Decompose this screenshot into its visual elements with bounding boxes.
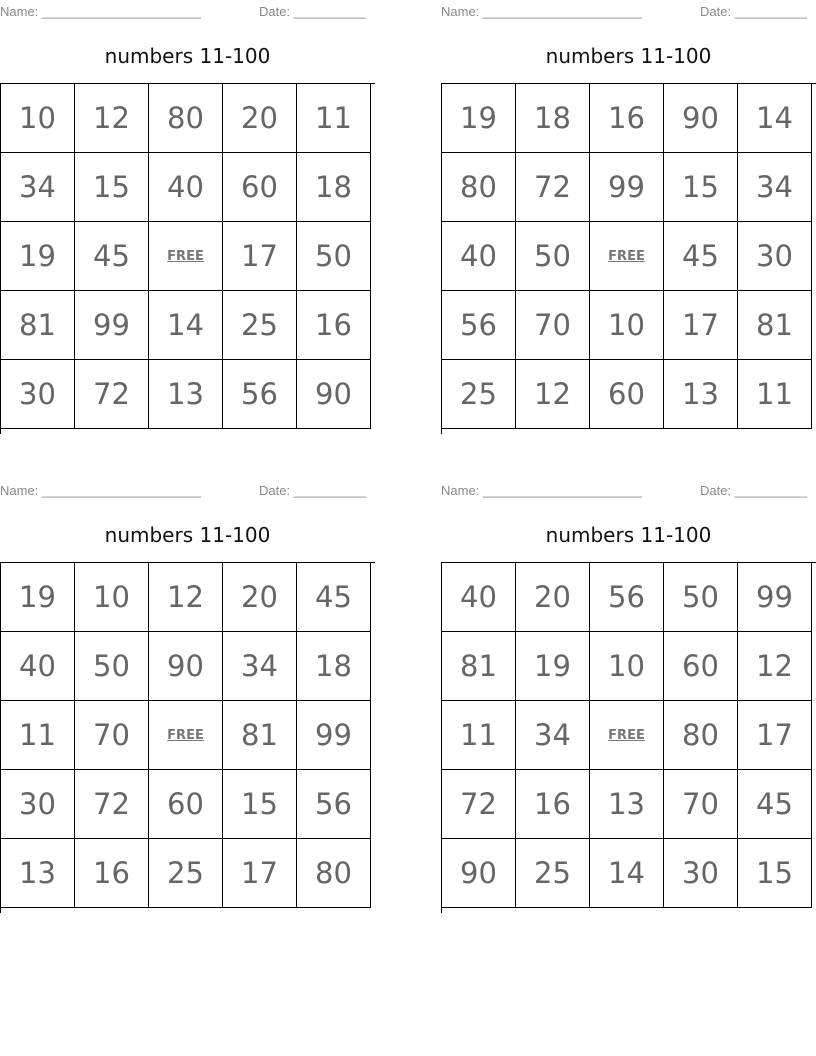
bingo-cell: 90 bbox=[664, 84, 738, 153]
free-space-cell: FREE bbox=[149, 701, 223, 770]
bingo-cell: 18 bbox=[297, 632, 371, 701]
bingo-cell: 16 bbox=[590, 84, 664, 153]
bingo-cell: 34 bbox=[1, 153, 75, 222]
date-field: Date: __________ bbox=[700, 483, 807, 498]
bingo-cell: 81 bbox=[223, 701, 297, 770]
bingo-cell: 50 bbox=[664, 563, 738, 632]
bingo-cell: 19 bbox=[516, 632, 590, 701]
bingo-cell: 15 bbox=[664, 153, 738, 222]
bingo-cell: 12 bbox=[75, 84, 149, 153]
date-field: Date: __________ bbox=[700, 4, 807, 19]
bingo-cell: 20 bbox=[223, 84, 297, 153]
bingo-cell: 60 bbox=[664, 632, 738, 701]
bingo-cell: 16 bbox=[75, 839, 149, 908]
bingo-cell: 25 bbox=[223, 291, 297, 360]
bingo-cell: 40 bbox=[1, 632, 75, 701]
bingo-cell: 13 bbox=[664, 360, 738, 429]
bingo-cell: 11 bbox=[1, 701, 75, 770]
bingo-cell: 60 bbox=[149, 770, 223, 839]
bingo-cell: 80 bbox=[664, 701, 738, 770]
free-space-cell: FREE bbox=[149, 222, 223, 291]
bingo-cell: 13 bbox=[1, 839, 75, 908]
bingo-cell: 12 bbox=[738, 632, 812, 701]
bingo-cell: 90 bbox=[149, 632, 223, 701]
bingo-cell: 20 bbox=[223, 563, 297, 632]
bingo-cell: 99 bbox=[738, 563, 812, 632]
bingo-cell: 12 bbox=[516, 360, 590, 429]
bingo-cell: 56 bbox=[590, 563, 664, 632]
bingo-cell: 13 bbox=[149, 360, 223, 429]
bingo-cell: 34 bbox=[516, 701, 590, 770]
bingo-cell: 11 bbox=[297, 84, 371, 153]
bingo-cell: 14 bbox=[149, 291, 223, 360]
bingo-cell: 72 bbox=[442, 770, 516, 839]
bingo-cell: 45 bbox=[664, 222, 738, 291]
bingo-cell: 72 bbox=[516, 153, 590, 222]
free-space-cell: FREE bbox=[590, 222, 664, 291]
bingo-cell: 81 bbox=[1, 291, 75, 360]
free-space-cell: FREE bbox=[590, 701, 664, 770]
bingo-cell: 90 bbox=[442, 839, 516, 908]
bingo-cell: 20 bbox=[516, 563, 590, 632]
bingo-cell: 70 bbox=[75, 701, 149, 770]
bingo-cell: 10 bbox=[1, 84, 75, 153]
bingo-cell: 25 bbox=[442, 360, 516, 429]
bingo-cell: 40 bbox=[442, 563, 516, 632]
bingo-cell: 56 bbox=[297, 770, 371, 839]
bingo-cell: 80 bbox=[149, 84, 223, 153]
bingo-cell: 15 bbox=[738, 839, 812, 908]
bingo-cell: 25 bbox=[516, 839, 590, 908]
name-field: Name: ______________________ bbox=[0, 483, 201, 498]
bingo-cell: 17 bbox=[738, 701, 812, 770]
bingo-cell: 50 bbox=[516, 222, 590, 291]
bingo-cell: 14 bbox=[590, 839, 664, 908]
bingo-cell: 12 bbox=[149, 563, 223, 632]
bingo-cell: 50 bbox=[75, 632, 149, 701]
bingo-cell: 17 bbox=[223, 839, 297, 908]
bingo-cell: 60 bbox=[590, 360, 664, 429]
name-field: Name: ______________________ bbox=[0, 4, 201, 19]
bingo-cell: 70 bbox=[664, 770, 738, 839]
bingo-cell: 10 bbox=[590, 291, 664, 360]
bingo-cell: 45 bbox=[75, 222, 149, 291]
bingo-cell: 11 bbox=[738, 360, 812, 429]
bingo-cell: 45 bbox=[297, 563, 371, 632]
bingo-cell: 18 bbox=[297, 153, 371, 222]
bingo-cell: 40 bbox=[442, 222, 516, 291]
bingo-cell: 99 bbox=[590, 153, 664, 222]
bingo-cell: 30 bbox=[738, 222, 812, 291]
bingo-cell: 19 bbox=[1, 222, 75, 291]
bingo-cell: 34 bbox=[223, 632, 297, 701]
card-header bbox=[0, 483, 375, 499]
bingo-grid bbox=[441, 83, 816, 434]
bingo-cell: 40 bbox=[149, 153, 223, 222]
bingo-cell: 10 bbox=[75, 563, 149, 632]
name-field: Name: ______________________ bbox=[441, 4, 642, 19]
bingo-grid bbox=[0, 562, 375, 913]
bingo-cell: 30 bbox=[1, 360, 75, 429]
bingo-cell: 60 bbox=[223, 153, 297, 222]
bingo-cell: 80 bbox=[442, 153, 516, 222]
bingo-cell: 19 bbox=[1, 563, 75, 632]
card-title: numbers 11-100 bbox=[104, 44, 271, 68]
bingo-cell: 17 bbox=[664, 291, 738, 360]
bingo-cell: 99 bbox=[75, 291, 149, 360]
bingo-cell: 30 bbox=[664, 839, 738, 908]
card-title: numbers 11-100 bbox=[545, 44, 712, 68]
name-field: Name: ______________________ bbox=[441, 483, 642, 498]
bingo-cell: 70 bbox=[516, 291, 590, 360]
card-header bbox=[441, 4, 816, 20]
date-field: Date: __________ bbox=[259, 4, 366, 19]
bingo-cell: 13 bbox=[590, 770, 664, 839]
bingo-cell: 72 bbox=[75, 360, 149, 429]
bingo-cell: 11 bbox=[442, 701, 516, 770]
bingo-cell: 16 bbox=[516, 770, 590, 839]
bingo-grid bbox=[0, 83, 375, 434]
bingo-cell: 19 bbox=[442, 84, 516, 153]
bingo-cell: 15 bbox=[75, 153, 149, 222]
bingo-cell: 17 bbox=[223, 222, 297, 291]
bingo-cell: 25 bbox=[149, 839, 223, 908]
bingo-cell: 81 bbox=[738, 291, 812, 360]
bingo-cell: 90 bbox=[297, 360, 371, 429]
bingo-cell: 56 bbox=[223, 360, 297, 429]
date-field: Date: __________ bbox=[259, 483, 366, 498]
bingo-cell: 14 bbox=[738, 84, 812, 153]
bingo-cell: 10 bbox=[590, 632, 664, 701]
bingo-cell: 80 bbox=[297, 839, 371, 908]
card-header bbox=[441, 483, 816, 499]
bingo-cell: 30 bbox=[1, 770, 75, 839]
bingo-cell: 56 bbox=[442, 291, 516, 360]
bingo-cell: 50 bbox=[297, 222, 371, 291]
bingo-cell: 81 bbox=[442, 632, 516, 701]
bingo-grid bbox=[441, 562, 816, 913]
card-title: numbers 11-100 bbox=[104, 523, 271, 547]
card-title: numbers 11-100 bbox=[545, 523, 712, 547]
bingo-cell: 34 bbox=[738, 153, 812, 222]
bingo-cell: 99 bbox=[297, 701, 371, 770]
bingo-cell: 45 bbox=[738, 770, 812, 839]
bingo-cell: 72 bbox=[75, 770, 149, 839]
bingo-cell: 18 bbox=[516, 84, 590, 153]
card-header bbox=[0, 4, 375, 20]
bingo-cell: 15 bbox=[223, 770, 297, 839]
bingo-cell: 16 bbox=[297, 291, 371, 360]
